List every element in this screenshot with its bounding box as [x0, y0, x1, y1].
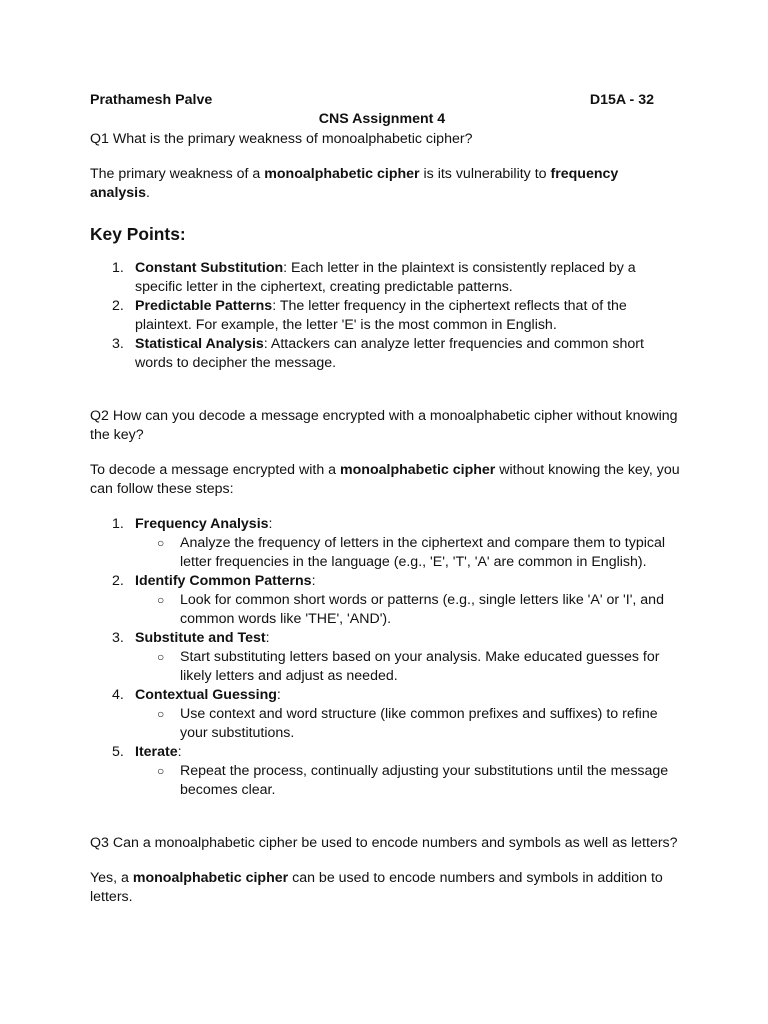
- document-page: [90, 92, 680, 907]
- sub-item: [135, 534, 680, 572]
- sub-text: Analyze the frequency of letters in the ciphertext and compare them to typical letter frequencies in the language (e.g., 'E', 'T', 'A' are common in English).: [180, 535, 666, 570]
- list-item: [90, 335, 680, 373]
- sub-text: Use context and word structure (like common prefixes and suffixes) to refine your substitutions.: [180, 706, 658, 741]
- step-sublist: [135, 591, 680, 629]
- list-number: 4.: [112, 687, 124, 703]
- student-name: Prathamesh Palve: [90, 92, 213, 108]
- step-item: [90, 686, 680, 743]
- roll-number: D15A - 32: [589, 92, 654, 108]
- key-points-list: [90, 259, 680, 373]
- list-number: 3.: [112, 630, 124, 646]
- sub-item: [135, 762, 680, 800]
- answer-1-text-end: .: [146, 185, 150, 201]
- answer-3-text-end: can be used to encode numbers and symbols in addition to letters.: [90, 870, 663, 905]
- point-term: Constant Substitution: [135, 260, 284, 276]
- answer-3: [90, 869, 680, 907]
- list-item: [90, 259, 680, 297]
- answer-1-text-mid: is its vulnerability to: [419, 166, 551, 182]
- intro-bold-term: monoalphabetic cipher: [340, 462, 496, 478]
- answer-3-bold-term: monoalphabetic cipher: [132, 870, 289, 886]
- intro-text-end: without knowing the key, you can follow these steps:: [90, 462, 680, 497]
- step-term: Contextual Guessing: [135, 687, 277, 703]
- question-1: Q1 What is the primary weakness of monoalphabetic cipher?: [90, 131, 473, 147]
- answer-1-text: The primary weakness of a: [90, 166, 265, 182]
- step-colon: :: [268, 516, 273, 532]
- assignment-title: CNS Assignment 4: [318, 111, 446, 127]
- list-number: 2.: [112, 298, 124, 314]
- circle-bullet-icon: ○: [157, 593, 165, 607]
- step-item: [90, 629, 680, 686]
- circle-bullet-icon: ○: [157, 764, 165, 778]
- step-item: [90, 515, 680, 572]
- list-number: 1.: [112, 516, 124, 532]
- answer-3-text: Yes, a: [90, 870, 133, 886]
- list-item: [90, 297, 680, 335]
- step-sublist: [135, 534, 680, 572]
- point-term: Statistical Analysis: [135, 336, 264, 352]
- steps-list: [90, 515, 680, 800]
- intro-text: To decode a message encrypted with a: [90, 462, 341, 478]
- point-text: : Each letter in the plaintext is consistently replaced by a specific letter in the ciphertext, creating predictable patterns.: [135, 260, 636, 295]
- list-number: 1.: [112, 260, 124, 276]
- step-item: [90, 572, 680, 629]
- step-colon: :: [177, 744, 182, 760]
- list-number: 3.: [112, 336, 124, 352]
- answer-1-bold-term-2: frequency analysis: [90, 166, 619, 201]
- answer-1: [90, 165, 680, 203]
- sub-item: [135, 705, 680, 743]
- step-colon: :: [265, 630, 270, 646]
- header-row: [90, 92, 680, 110]
- step-term: Frequency Analysis: [135, 516, 269, 532]
- circle-bullet-icon: ○: [157, 536, 165, 550]
- question-2: Q2 How can you decode a message encrypted with a monoalphabetic cipher without knowing the key?: [90, 408, 678, 443]
- sub-text: Start substituting letters based on your analysis. Make educated guesses for likely letters and adjust as needed.: [180, 649, 660, 684]
- step-term: Substitute and Test: [135, 630, 266, 646]
- step-sublist: [135, 762, 680, 800]
- step-term: Iterate: [135, 744, 178, 760]
- step-item: [90, 743, 680, 800]
- step-sublist: [135, 705, 680, 743]
- point-term: Predictable Patterns: [135, 298, 273, 314]
- answer-2-intro: [90, 461, 680, 499]
- list-number: 2.: [112, 573, 124, 589]
- sub-item: [135, 648, 680, 686]
- sub-text: Repeat the process, continually adjusting your substitutions until the message becomes clear.: [180, 763, 669, 798]
- list-number: 5.: [112, 744, 124, 760]
- answer-1-bold-term: monoalphabetic cipher: [264, 166, 420, 182]
- circle-bullet-icon: ○: [157, 707, 165, 721]
- point-text: : The letter frequency in the ciphertext reflects that of the plaintext. For example, the letter 'E' is the most common in English.: [135, 298, 627, 333]
- key-points-heading: Key Points:: [90, 224, 186, 244]
- sub-text: Look for common short words or patterns (e.g., single letters like 'A' or 'I', and common words like 'THE', 'AND').: [180, 592, 664, 627]
- step-term: Identify Common Patterns: [135, 573, 312, 589]
- step-sublist: [135, 648, 680, 686]
- step-colon: :: [311, 573, 316, 589]
- circle-bullet-icon: ○: [157, 650, 165, 664]
- point-text: : Attackers can analyze letter frequencies and common short words to decipher the message.: [135, 336, 644, 371]
- step-colon: :: [276, 687, 281, 703]
- question-3: Q3 Can a monoalphabetic cipher be used to encode numbers and symbols as well as letters?: [90, 835, 678, 851]
- sub-item: [135, 591, 680, 629]
